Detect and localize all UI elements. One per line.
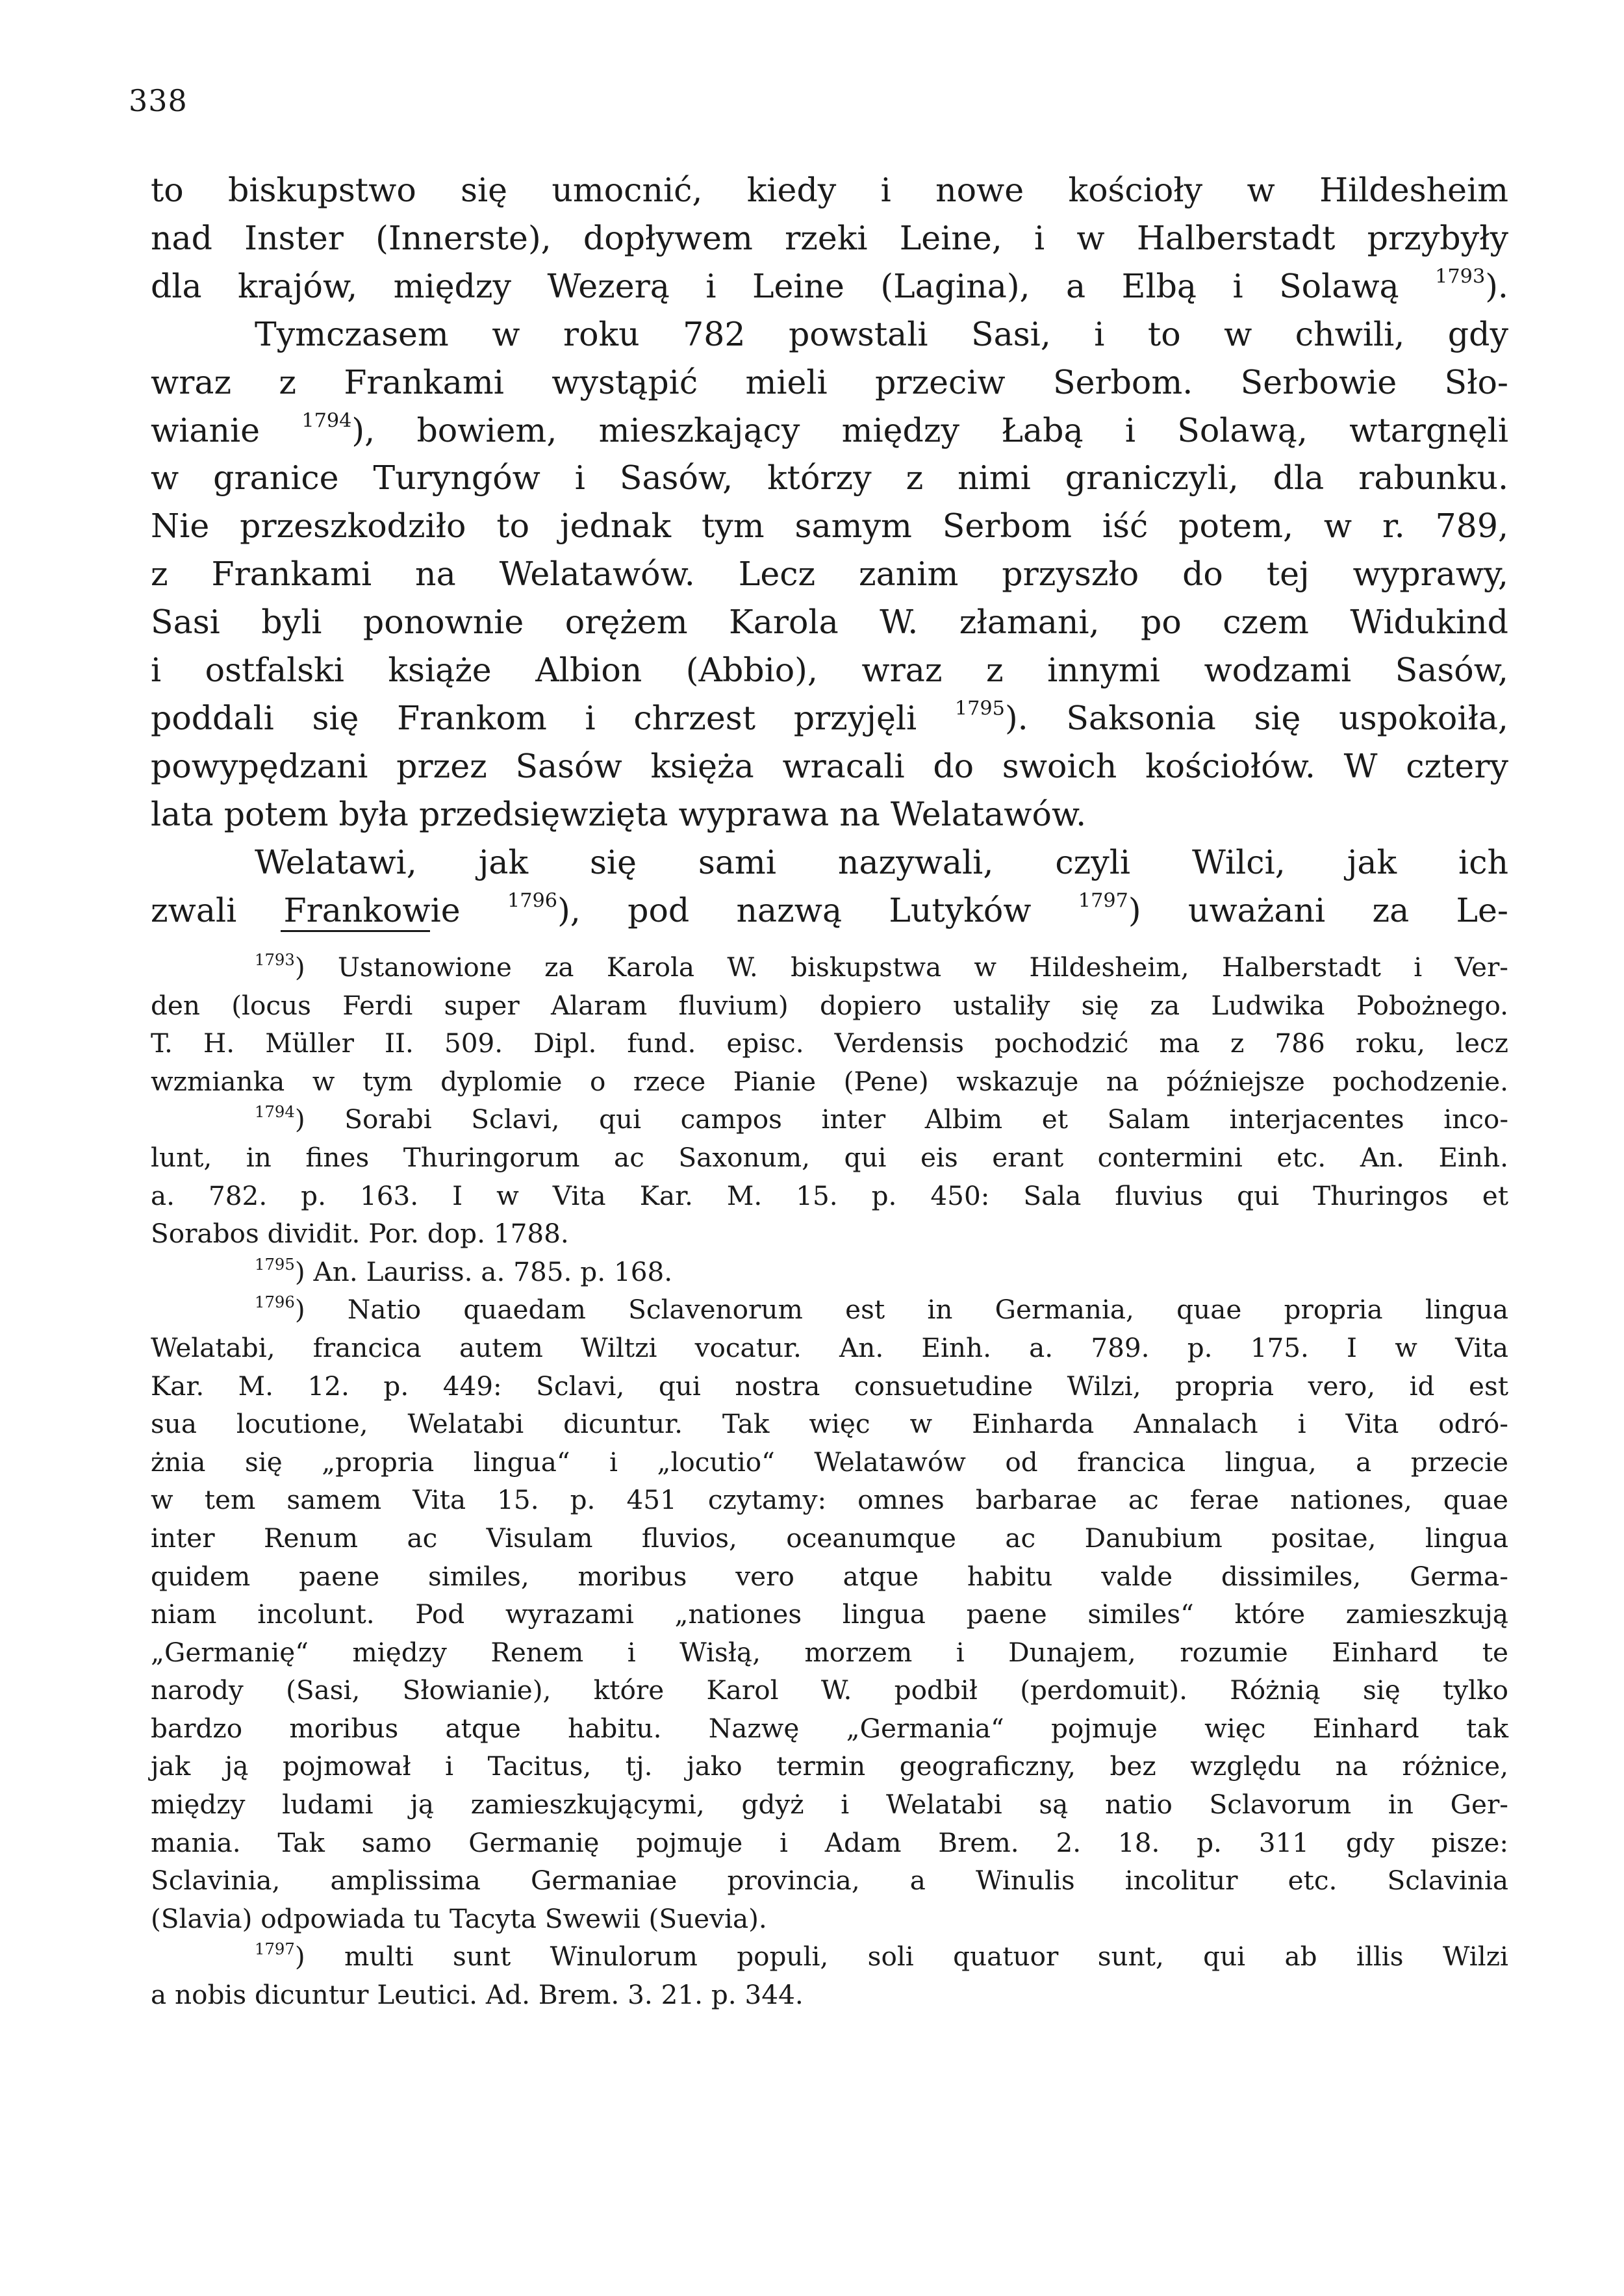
footnote-1797: $^{1797}$) multi sunt Winulorum populi, soli quatuor sunt, qui ab illis Wilzi bbox=[255, 1939, 1508, 1973]
footnote-line: inter Renum ac Visulam fluvios, oceanumque ac Danubium positae, lingua bbox=[151, 1522, 1508, 1554]
main-text-line: lata potem była przedsięwzięta wyprawa na Welatawów. bbox=[151, 794, 1087, 833]
main-text-body bbox=[151, 166, 1508, 935]
footnote-line: wzmianka w tym dyplomie o rzece Pianie (Pene) wskazuje na późniejsze pochodzenie. bbox=[151, 1065, 1508, 1097]
main-text-line: to biskupstwo się umocnić, kiedy i nowe kościoły w Hildesheim bbox=[151, 171, 1508, 209]
footnote-line: mania. Tak samo Germanię pojmuje i Adam Brem. 2. 18. p. 311 gdy pisze: bbox=[151, 1826, 1508, 1858]
footnote-1794: $^{1794}$) Sorabi Sclavi, qui campos inter Albim et Salam interjacentes inco- bbox=[255, 1102, 1508, 1135]
footnote-line: quidem paene similes, moribus vero atque habitu valde dissimiles, Germa- bbox=[151, 1560, 1508, 1592]
footnote-line: Sorabos dividit. Por. dop. 1788. bbox=[151, 1218, 569, 1250]
footnote-line: Sclavinia, amplissima Germaniae provincia, a Winulis incolitur etc. Sclavinia bbox=[151, 1865, 1508, 1897]
footnote-number: 1796 bbox=[255, 1293, 295, 1312]
footnotes-section bbox=[151, 948, 1508, 2014]
main-text-line: w granice Turyngów i Sasów, którzy z nimi graniczyli, dla rabunku. bbox=[151, 459, 1508, 498]
main-text-line: powypędzani przez Sasów księża wracali do swoich kościołów. W cztery bbox=[151, 746, 1508, 785]
footnote-line: w tem samem Vita 15. p. 451 czytamy: omnes barbarae ac ferae nationes, quae bbox=[151, 1484, 1508, 1516]
footnote-number: 1795 bbox=[255, 1254, 295, 1274]
footnote-line: a. 782. p. 163. I w Vita Kar. M. 15. p. 450: Sala fluvius qui Thuringos et bbox=[151, 1180, 1508, 1211]
footnote-line: Welatabi, francica autem Wiltzi vocatur. An. Einh. a. 789. p. 175. I w Vita bbox=[151, 1331, 1508, 1363]
main-text-line: wraz z Frankami wystąpić mieli przeciw Serbom. Serbowie Sło- bbox=[151, 362, 1508, 401]
footnote-separator bbox=[281, 930, 430, 932]
footnote-line: jak ją pojmował i Tacitus, tj. jako termin geograficzny, bez względu na różnice, bbox=[151, 1750, 1508, 1782]
main-text-line: Nie przeszkodziło to jednak tym samym Serbom iść potem, w r. 789, bbox=[151, 507, 1508, 546]
footnote-line: sua locutione, Welatabi dicuntur. Tak więc w Einharda Annalach i Vita odró- bbox=[151, 1408, 1508, 1440]
footnote-line: den (locus Ferdi super Alaram fluvium) dopiero ustaliły się za Ludwika Pobożnego. bbox=[151, 989, 1508, 1021]
main-text-line: dla krajów, między Wezerą i Leine (Lagina), a Elbą i Solawą $^{1793}$). bbox=[151, 265, 1508, 305]
footnote-1793: $^{1793}$) Ustanowione za Karola W. biskupstwa w Hildesheim, Halberstadt i Ver- bbox=[255, 950, 1508, 983]
main-text-line: z Frankami na Welatawów. Lecz zanim przyszło do tej wyprawy, bbox=[151, 555, 1508, 594]
footnote-ref: 1795 bbox=[954, 697, 1005, 720]
main-text-line: nad Inster (Innerste), dopływem rzeki Leine, i w Halberstadt przybyły bbox=[151, 218, 1508, 257]
main-text-line: Sasi byli ponownie orężem Karola W. złamani, po czem Widukind bbox=[151, 603, 1508, 642]
footnote-ref: 1797 bbox=[1078, 889, 1128, 912]
footnote-line: T. H. Müller II. 509. Dipl. fund. episc. Verdensis pochodzić ma z 786 roku, lecz bbox=[151, 1028, 1508, 1059]
footnote-line: „Germanię“ między Renem i Wisłą, morzem i Dunajem, rozumie Einhard te bbox=[151, 1636, 1508, 1668]
footnote-ref: 1793 bbox=[1435, 265, 1486, 288]
main-text-line: wianie $^{1794}$), bowiem, mieszkający między Łabą i Solawą, wtargnęli bbox=[151, 409, 1508, 449]
footnote-line: żnia się „propria lingua“ i „locutio“ Welatawów od francica lingua, a przecie bbox=[151, 1446, 1508, 1478]
footnote-line: a nobis dicuntur Leutici. Ad. Brem. 3. 21. p. 344. bbox=[151, 1979, 804, 2011]
footnote-number: 1797 bbox=[255, 1939, 295, 1959]
footnote-1796: $^{1796}$) Natio quaedam Sclavenorum est in Germania, quae propria lingua bbox=[255, 1293, 1508, 1326]
footnote-ref: 1796 bbox=[507, 889, 558, 912]
footnote-line: (Slavia) odpowiada tu Tacyta Swewii (Suevia). bbox=[151, 1902, 767, 1934]
footnote-line: lunt, in fines Thuringorum ac Saxonum, qui eis erant contermini etc. An. Einh. bbox=[151, 1141, 1508, 1173]
footnote-line: bardzo moribus atque habitu. Nazwę „Germania“ pojmuje więc Einhard tak bbox=[151, 1712, 1508, 1744]
footnote-number: 1793 bbox=[255, 950, 295, 969]
main-text-line: Tymczasem w roku 782 powstali Sasi, i to w chwili, gdy bbox=[255, 314, 1508, 353]
page-number: 338 bbox=[129, 83, 188, 118]
footnote-line: Kar. M. 12. p. 449: Sclavi, qui nostra consuetudine Wilzi, propria vero, id est bbox=[151, 1370, 1508, 1402]
footnote-ref: 1794 bbox=[301, 409, 352, 432]
main-text-line: i ostfalski książe Albion (Abbio), wraz z innymi wodzami Sasów, bbox=[151, 651, 1508, 690]
footnote-line: między ludami ją zamieszkującymi, gdyż i Welatabi są natio Sclavorum in Ger- bbox=[151, 1789, 1508, 1821]
footnote-1795: $^{1795}$) An. Lauriss. a. 785. p. 168. bbox=[255, 1254, 673, 1287]
footnote-line: narody (Sasi, Słowianie), które Karol W. podbił (perdomuit). Różnią się tylko bbox=[151, 1674, 1508, 1706]
main-text-line: Welatawi, jak się sami nazywali, czyli Wilci, jak ich bbox=[255, 842, 1508, 881]
main-text-line: poddali się Frankom i chrzest przyjęli $^{1795}$). Saksonia się uspokoiła, bbox=[151, 697, 1508, 737]
footnote-number: 1794 bbox=[255, 1102, 295, 1122]
footnote-line: niam incolunt. Pod wyrazami „nationes lingua paene similes“ które zamieszkują bbox=[151, 1598, 1508, 1630]
main-text-line: zwali Frankowie $^{1796}$), pod nazwą Lutyków $^{1797}$) uważani za Le- bbox=[151, 889, 1508, 929]
